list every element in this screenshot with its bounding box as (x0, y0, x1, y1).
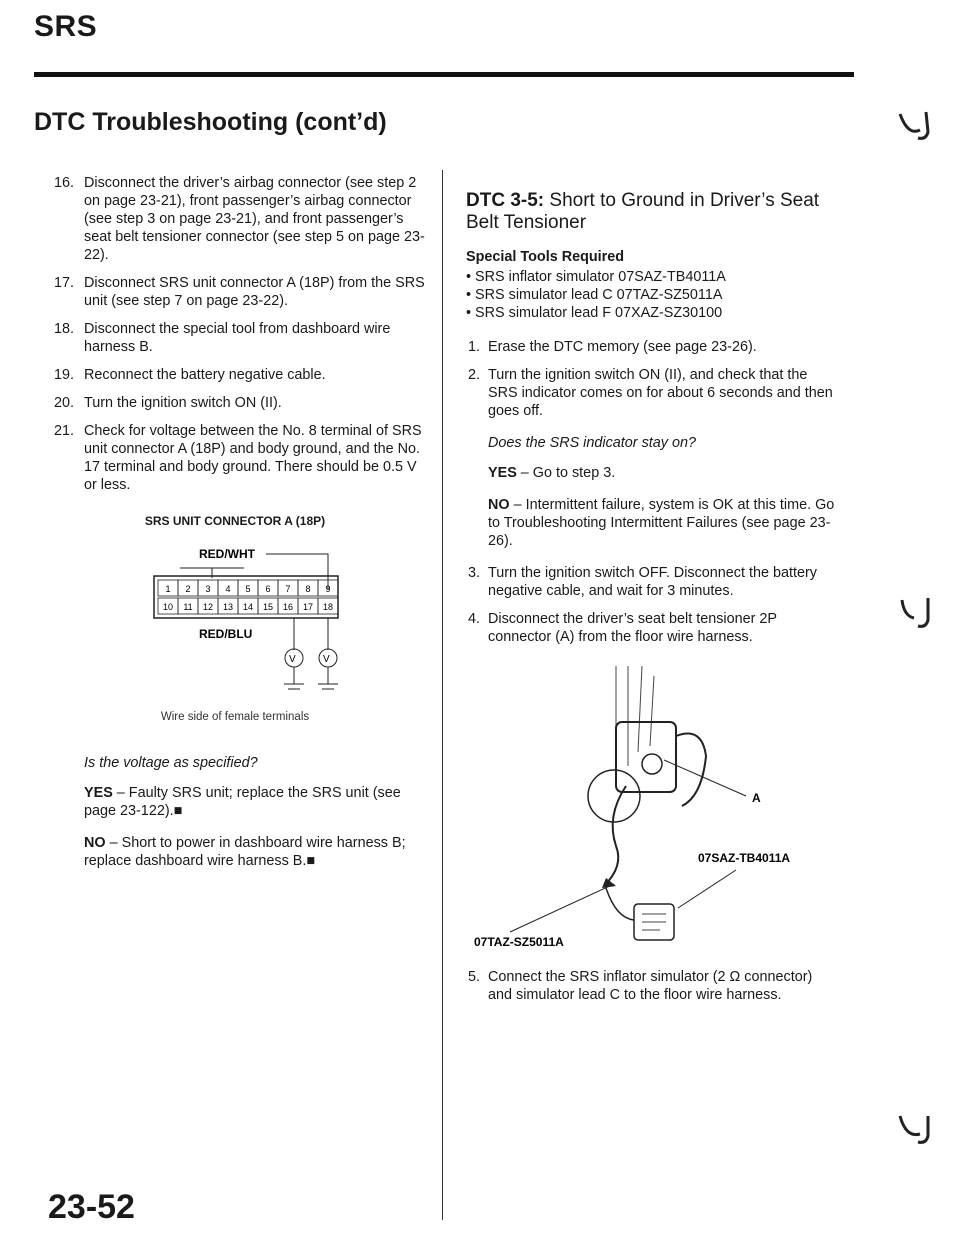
terminal-number: 16 (282, 602, 294, 612)
terminal-number: 9 (325, 584, 331, 594)
page-number: 23-52 (48, 1188, 135, 1226)
tool-item: • SRS inflator simulator 07SAZ-TB4011A (466, 269, 726, 285)
right-no-answer: NO – Intermittent failure, system is OK at this time. Go to Troubleshooting Intermittent Failures (see page 23-26). (488, 497, 835, 549)
page-title: DTC Troubleshooting (cont’d) (34, 108, 387, 136)
seat-belt-tensioner-illustration (466, 656, 838, 956)
step-16: 16. Disconnect the driver’s airbag connector (see step 2 on page 23-21), front passenger’s airbag connector (see step 3 on page 23-21), and front passenger’s seat belt tensioner connector (see step 5 on page 23-22). (53, 175, 425, 263)
terminal-number: 13 (222, 602, 234, 612)
figure-title: SRS UNIT CONNECTOR A (18P) (144, 514, 326, 528)
terminal-number: 5 (245, 584, 251, 594)
terminal-number: 17 (302, 602, 314, 612)
binding-mark-mid (898, 596, 938, 636)
tool-item: • SRS simulator lead F 07XAZ-SZ30100 (466, 305, 723, 321)
terminal-number: 14 (242, 602, 254, 612)
wire-label-red-wht: RED/WHT (199, 547, 255, 561)
right-yes-answer: YES – Go to step 3. (488, 465, 616, 481)
connector-diagram (44, 538, 426, 708)
step-17: 17. Disconnect SRS unit connector A (18P) from the SRS unit (see step 7 on page 23-22). (53, 275, 425, 309)
figure-caption: Wire side of female terminals (160, 711, 310, 723)
step-5: 5. Connect the SRS inflator simulator (2 Ω connector) and simulator lead C to the floor wire harness. (467, 969, 813, 1003)
step-21: 21. Check for voltage between the No. 8 terminal of SRS unit connector A (18P) and body ground, and the No. 17 terminal and body ground. There should be 0.5 V or less. (53, 423, 422, 493)
step-18: 18. Disconnect the special tool from dashboard wire harness B. (53, 321, 391, 355)
terminal-number: 4 (225, 584, 231, 594)
label-simulator: 07SAZ-TB4011A (698, 851, 791, 865)
left-no-answer: NO – Short to power in dashboard wire harness B; replace dashboard wire harness B.■ (84, 835, 406, 869)
tool-item: • SRS simulator lead C 07TAZ-SZ5011A (466, 287, 723, 303)
terminal-number: 7 (285, 584, 291, 594)
binding-mark-top (898, 108, 938, 148)
terminal-number: 2 (185, 584, 191, 594)
voltmeter-symbol-2 (318, 649, 338, 689)
right-column (466, 190, 838, 1014)
header-rule (34, 72, 854, 77)
step-19: 19. Reconnect the battery negative cable. (53, 367, 326, 383)
step-3: 3. Turn the ignition switch OFF. Disconnect the battery negative cable, and wait for 3 minutes. (467, 565, 817, 599)
voltmeter-symbol-1 (284, 649, 304, 689)
right-question: Does the SRS indicator stay on? (488, 435, 696, 451)
terminal-number: 3 (205, 584, 211, 594)
label-a: A (752, 791, 761, 805)
wire-label-red-blu: RED/BLU (199, 627, 253, 641)
step-4: 4. Disconnect the driver’s seat belt tensioner 2P connector (A) from the floor wire harness. (467, 611, 777, 645)
connector-row-top (158, 580, 338, 596)
svg-text:V: V (289, 654, 296, 665)
terminal-number: 8 (305, 584, 311, 594)
terminal-number: 12 (202, 602, 214, 612)
tools-heading: Special Tools Required (466, 249, 625, 265)
left-question: Is the voltage as specified? (84, 755, 258, 771)
terminal-number: 1 (165, 584, 171, 594)
connector-figure (44, 512, 426, 726)
step-20: 20. Turn the ignition switch ON (II). (53, 395, 282, 411)
step-2: 2. Turn the ignition switch ON (II), and check that the SRS indicator comes on for about 6 seconds and then goes off. (467, 367, 833, 419)
step-1: 1. Erase the DTC memory (see page 23-26). (467, 339, 757, 355)
dtc-heading: DTC 3-5: Short to Ground in Driver’s Seat Belt Tensioner (466, 190, 820, 233)
terminal-number: 15 (262, 602, 274, 612)
connector-row-bottom (158, 598, 338, 614)
section-header: SRS (34, 10, 98, 43)
label-lead: 07TAZ-SZ5011A (474, 935, 564, 949)
left-column (44, 174, 426, 880)
binding-mark-bottom (898, 1112, 938, 1152)
terminal-number: 10 (162, 602, 174, 612)
terminal-number: 18 (322, 602, 334, 612)
terminal-number: 6 (265, 584, 271, 594)
svg-text:V: V (323, 654, 330, 665)
terminal-number: 11 (183, 602, 193, 612)
left-yes-answer: YES – Faulty SRS unit; replace the SRS unit (see page 23-122).■ (84, 785, 401, 819)
column-divider (442, 170, 443, 1220)
